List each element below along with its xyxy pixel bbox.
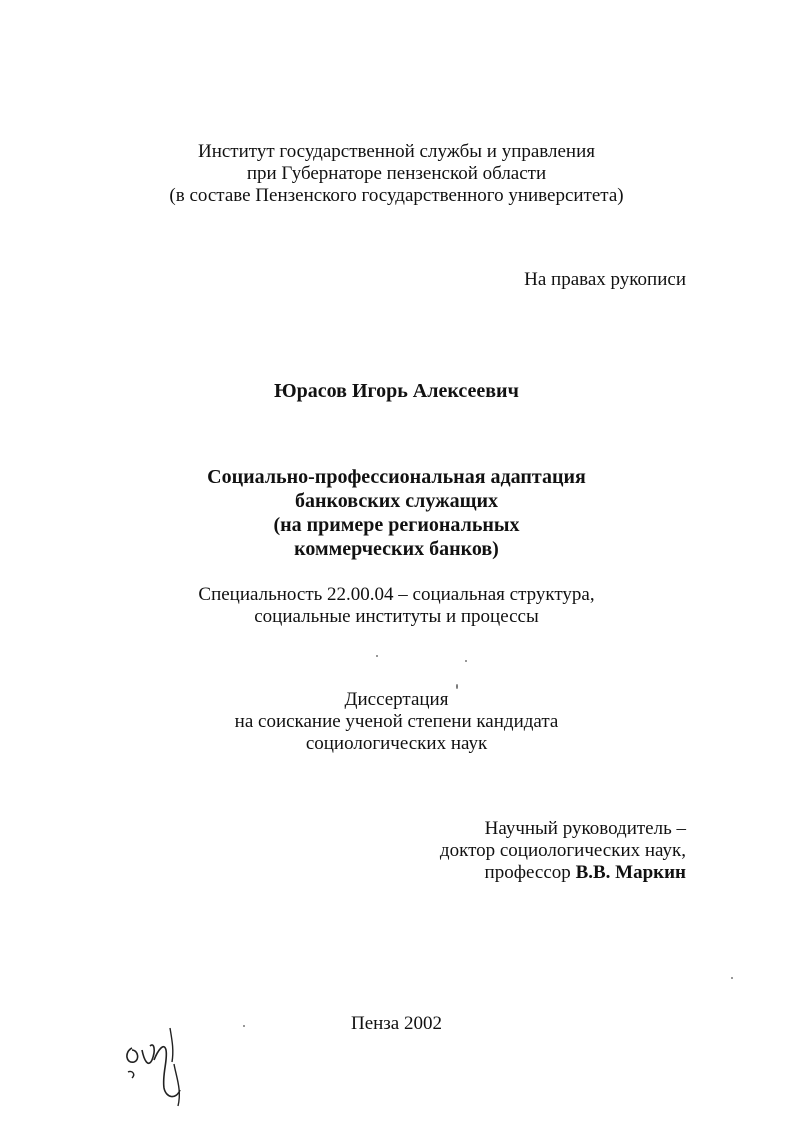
author-name: Юрасов Игорь Алексеевич [274,380,519,402]
title-line-3: (на примере региональных [273,514,520,536]
degree-line-1: Диссертация [344,689,449,710]
supervisor-line-1: Научный руководитель – [484,818,686,839]
institution-line-1: Институт государственной службы и управления [197,141,595,162]
manuscript-note: На правах рукописи [524,269,686,290]
specialty-line-1: Специальность 22.00.04 – социальная структура, [198,584,595,605]
supervisor-line-2: доктор социологических наук, [439,840,686,861]
institution-line-2: при Губернаторе пензенской области [246,163,547,184]
handwritten-signature-icon [118,1020,198,1110]
specialty-line-2: социальные институты и процессы [254,606,539,627]
title-line-4: коммерческих банков) [294,538,499,560]
scan-speck [465,660,467,662]
scan-speck [243,1025,245,1027]
supervisor-line-3 [485,862,686,884]
title-line-1: Социально-профессиональная адаптация [207,466,586,488]
degree-line-2: на соискание ученой степени кандидата [234,711,559,732]
scan-speck [376,655,378,657]
place-year: Пенза 2002 [350,1013,442,1034]
institution-line-3: (в составе Пензенского государственного университета) [169,185,624,206]
degree-line-3: социологических наук [305,733,488,754]
title-line-2: банковских служащих [295,490,498,512]
supervisor-title: профессор [484,862,576,883]
supervisor-name: В.В. Маркин [575,862,686,883]
scan-speck [731,977,733,979]
scan-speck [456,684,458,689]
